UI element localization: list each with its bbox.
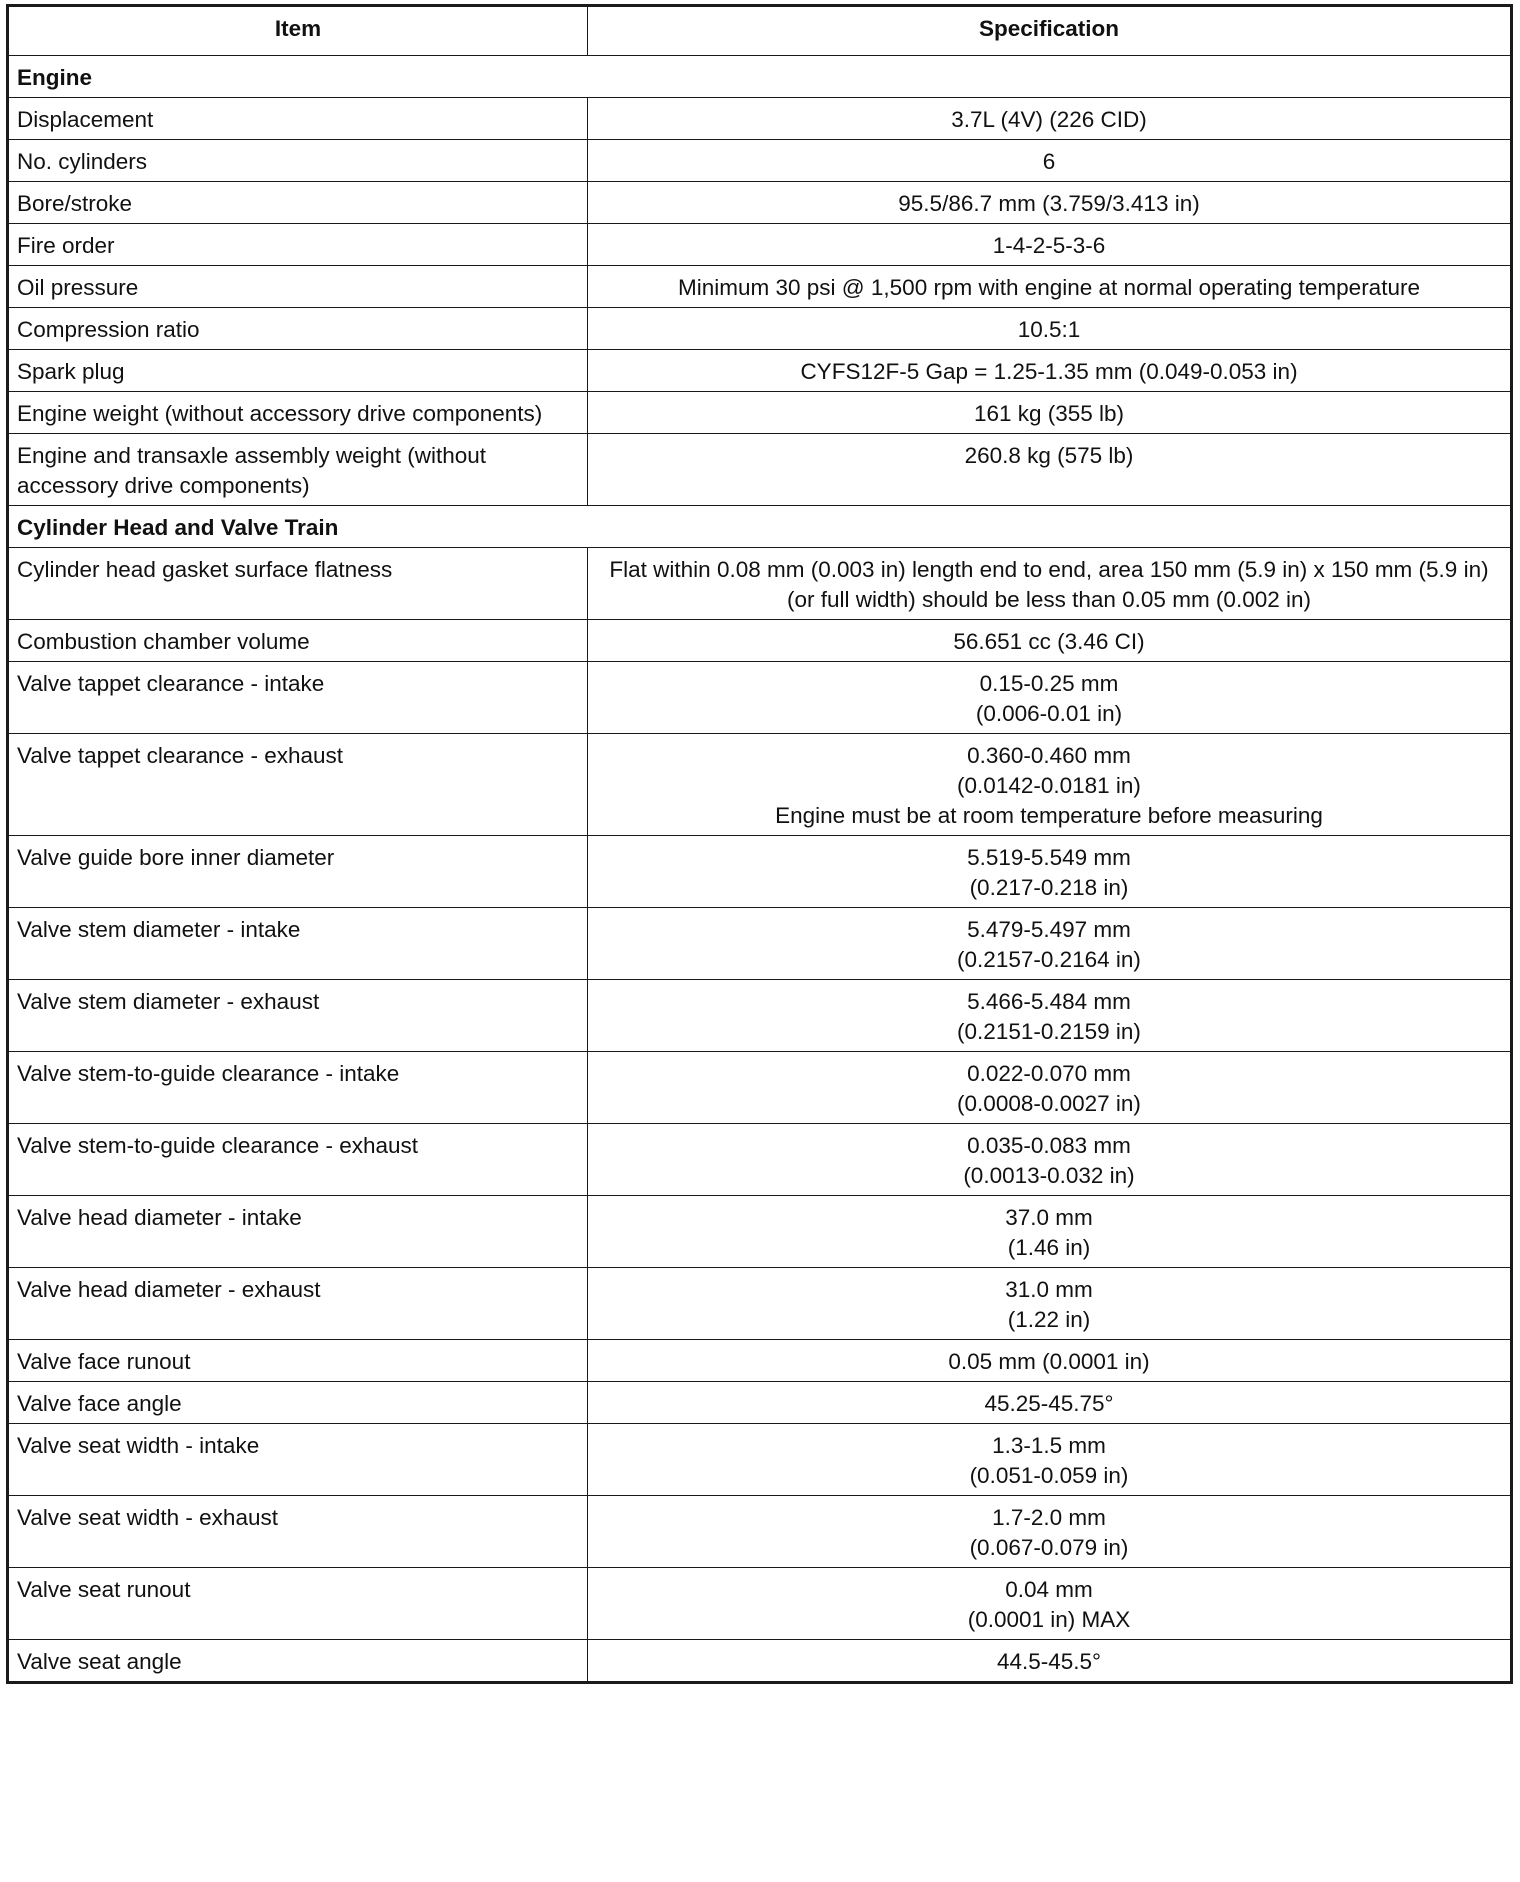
table-row bbox=[8, 266, 1512, 308]
specification-line: (0.2151-0.2159 in) bbox=[957, 1019, 1141, 1044]
specification-line: 45.25-45.75° bbox=[984, 1391, 1114, 1416]
specification-line: 44.5-45.5° bbox=[996, 1649, 1102, 1674]
specification-line: 0.05 mm (0.0001 in) bbox=[948, 1349, 1150, 1374]
header-row bbox=[8, 6, 1512, 56]
specification-cell bbox=[588, 908, 1512, 980]
item-cell: Valve tappet clearance - intake bbox=[8, 662, 588, 734]
section-header-row bbox=[8, 56, 1512, 98]
specification-cell bbox=[588, 548, 1512, 620]
specification-cell bbox=[588, 734, 1512, 836]
specification-cell bbox=[588, 1568, 1512, 1640]
table-row bbox=[8, 140, 1512, 182]
section-title: Cylinder Head and Valve Train bbox=[8, 506, 1512, 548]
table-row bbox=[8, 1340, 1512, 1382]
table-row bbox=[8, 1568, 1512, 1640]
item-cell: Engine weight (without accessory drive components) bbox=[8, 392, 588, 434]
specification-cell bbox=[588, 1196, 1512, 1268]
specification-cell bbox=[588, 434, 1512, 506]
specification-cell bbox=[588, 1424, 1512, 1496]
column-header-specification: Specification bbox=[588, 6, 1512, 56]
specification-line: Flat within 0.08 mm (0.003 in) length end to end, area 150 mm (5.9 in) x 150 mm (5.9 in) (or full width) should be less than 0.05 mm (0.002 in) bbox=[609, 557, 1489, 612]
specification-table bbox=[6, 4, 1513, 1684]
item-cell: Cylinder head gasket surface flatness bbox=[8, 548, 588, 620]
specification-line: 6 bbox=[1042, 149, 1056, 174]
specification-line: 1-4-2-5-3-6 bbox=[992, 233, 1106, 258]
specification-line: (0.0013-0.032 in) bbox=[963, 1163, 1135, 1188]
table-row bbox=[8, 224, 1512, 266]
item-cell: Combustion chamber volume bbox=[8, 620, 588, 662]
specification-line: 5.519-5.549 mm bbox=[967, 845, 1131, 870]
table-row bbox=[8, 350, 1512, 392]
item-cell: Valve face runout bbox=[8, 1340, 588, 1382]
specification-cell bbox=[588, 266, 1512, 308]
table-row bbox=[8, 308, 1512, 350]
specification-cell bbox=[588, 836, 1512, 908]
specification-cell bbox=[588, 182, 1512, 224]
specification-cell bbox=[588, 620, 1512, 662]
item-cell: Valve seat runout bbox=[8, 1568, 588, 1640]
item-cell: Spark plug bbox=[8, 350, 588, 392]
table-row bbox=[8, 1268, 1512, 1340]
table-row bbox=[8, 662, 1512, 734]
specification-line: 260.8 kg (575 lb) bbox=[964, 443, 1134, 468]
table-row bbox=[8, 98, 1512, 140]
specification-cell bbox=[588, 308, 1512, 350]
specification-line: 0.360-0.460 mm bbox=[967, 743, 1131, 768]
item-cell: Valve stem-to-guide clearance - exhaust bbox=[8, 1124, 588, 1196]
item-cell: Valve seat width - intake bbox=[8, 1424, 588, 1496]
specification-line: (0.0142-0.0181 in) bbox=[957, 773, 1141, 798]
specification-line: 31.0 mm bbox=[1005, 1277, 1093, 1302]
table-row bbox=[8, 1424, 1512, 1496]
item-cell: Valve head diameter - intake bbox=[8, 1196, 588, 1268]
table-row bbox=[8, 734, 1512, 836]
item-cell: Bore/stroke bbox=[8, 182, 588, 224]
specification-cell bbox=[588, 1052, 1512, 1124]
item-cell: No. cylinders bbox=[8, 140, 588, 182]
specification-cell bbox=[588, 224, 1512, 266]
item-cell: Valve seat width - exhaust bbox=[8, 1496, 588, 1568]
table-body bbox=[8, 56, 1512, 1683]
specification-cell bbox=[588, 1382, 1512, 1424]
table-row bbox=[8, 434, 1512, 506]
item-cell: Valve stem diameter - intake bbox=[8, 908, 588, 980]
table-row bbox=[8, 548, 1512, 620]
specification-cell bbox=[588, 1640, 1512, 1683]
specification-line: 37.0 mm bbox=[1005, 1205, 1093, 1230]
section-header-row bbox=[8, 506, 1512, 548]
specification-line: 0.022-0.070 mm bbox=[967, 1061, 1131, 1086]
specification-line: (0.051-0.059 in) bbox=[969, 1463, 1129, 1488]
specification-line: 95.5/86.7 mm (3.759/3.413 in) bbox=[898, 191, 1200, 216]
specification-line: Minimum 30 psi @ 1,500 rpm with engine at normal operating temperature bbox=[678, 275, 1420, 300]
specification-line: 5.466-5.484 mm bbox=[967, 989, 1131, 1014]
specification-line: (0.0008-0.0027 in) bbox=[957, 1091, 1141, 1116]
item-cell: Valve tappet clearance - exhaust bbox=[8, 734, 588, 836]
table-row bbox=[8, 620, 1512, 662]
specification-line: (0.0001 in) MAX bbox=[967, 1607, 1131, 1632]
item-cell: Fire order bbox=[8, 224, 588, 266]
specification-line: 0.15-0.25 mm bbox=[979, 671, 1119, 696]
table-row bbox=[8, 1382, 1512, 1424]
item-cell: Valve seat angle bbox=[8, 1640, 588, 1683]
specification-line: CYFS12F-5 Gap = 1.25-1.35 mm (0.049-0.053 in) bbox=[800, 359, 1298, 384]
table-row bbox=[8, 1052, 1512, 1124]
specification-line: 56.651 cc (3.46 CI) bbox=[953, 629, 1145, 654]
table-row bbox=[8, 1496, 1512, 1568]
item-cell: Engine and transaxle assembly weight (without accessory drive components) bbox=[8, 434, 588, 506]
specification-cell bbox=[588, 1496, 1512, 1568]
specification-line: (0.217-0.218 in) bbox=[969, 875, 1129, 900]
specification-line: 0.035-0.083 mm bbox=[967, 1133, 1131, 1158]
specification-line: 10.5:1 bbox=[1017, 317, 1081, 342]
table-row bbox=[8, 908, 1512, 980]
item-cell: Valve face angle bbox=[8, 1382, 588, 1424]
specification-line: (0.067-0.079 in) bbox=[969, 1535, 1129, 1560]
table-row bbox=[8, 182, 1512, 224]
item-cell: Displacement bbox=[8, 98, 588, 140]
specification-cell bbox=[588, 140, 1512, 182]
specification-cell bbox=[588, 980, 1512, 1052]
table-row bbox=[8, 392, 1512, 434]
specification-line: 1.3-1.5 mm bbox=[992, 1433, 1106, 1458]
item-cell: Valve stem diameter - exhaust bbox=[8, 980, 588, 1052]
specification-cell bbox=[588, 1124, 1512, 1196]
specification-line: 1.7-2.0 mm bbox=[992, 1505, 1106, 1530]
item-cell: Valve guide bore inner diameter bbox=[8, 836, 588, 908]
item-cell: Valve stem-to-guide clearance - intake bbox=[8, 1052, 588, 1124]
specification-line: 5.479-5.497 mm bbox=[967, 917, 1131, 942]
specification-line: 161 kg (355 lb) bbox=[973, 401, 1125, 426]
specification-line: 0.04 mm bbox=[1005, 1577, 1093, 1602]
table-row bbox=[8, 836, 1512, 908]
specification-cell bbox=[588, 1268, 1512, 1340]
table-row bbox=[8, 1196, 1512, 1268]
specification-line: (0.006-0.01 in) bbox=[975, 701, 1123, 726]
specification-line: 3.7L (4V) (226 CID) bbox=[951, 107, 1147, 132]
item-cell: Oil pressure bbox=[8, 266, 588, 308]
specification-line: Engine must be at room temperature before measuring bbox=[775, 803, 1323, 828]
table-row bbox=[8, 1640, 1512, 1683]
item-cell: Valve head diameter - exhaust bbox=[8, 1268, 588, 1340]
specification-cell bbox=[588, 1340, 1512, 1382]
section-title: Engine bbox=[8, 56, 1512, 98]
specification-cell bbox=[588, 98, 1512, 140]
specification-cell bbox=[588, 392, 1512, 434]
specification-cell bbox=[588, 662, 1512, 734]
table-row bbox=[8, 1124, 1512, 1196]
specification-line: (1.22 in) bbox=[1007, 1307, 1091, 1332]
specification-line: (0.2157-0.2164 in) bbox=[957, 947, 1141, 972]
item-cell: Compression ratio bbox=[8, 308, 588, 350]
specification-line: (1.46 in) bbox=[1007, 1235, 1091, 1260]
column-header-item: Item bbox=[8, 6, 588, 56]
table-row bbox=[8, 980, 1512, 1052]
specification-cell bbox=[588, 350, 1512, 392]
